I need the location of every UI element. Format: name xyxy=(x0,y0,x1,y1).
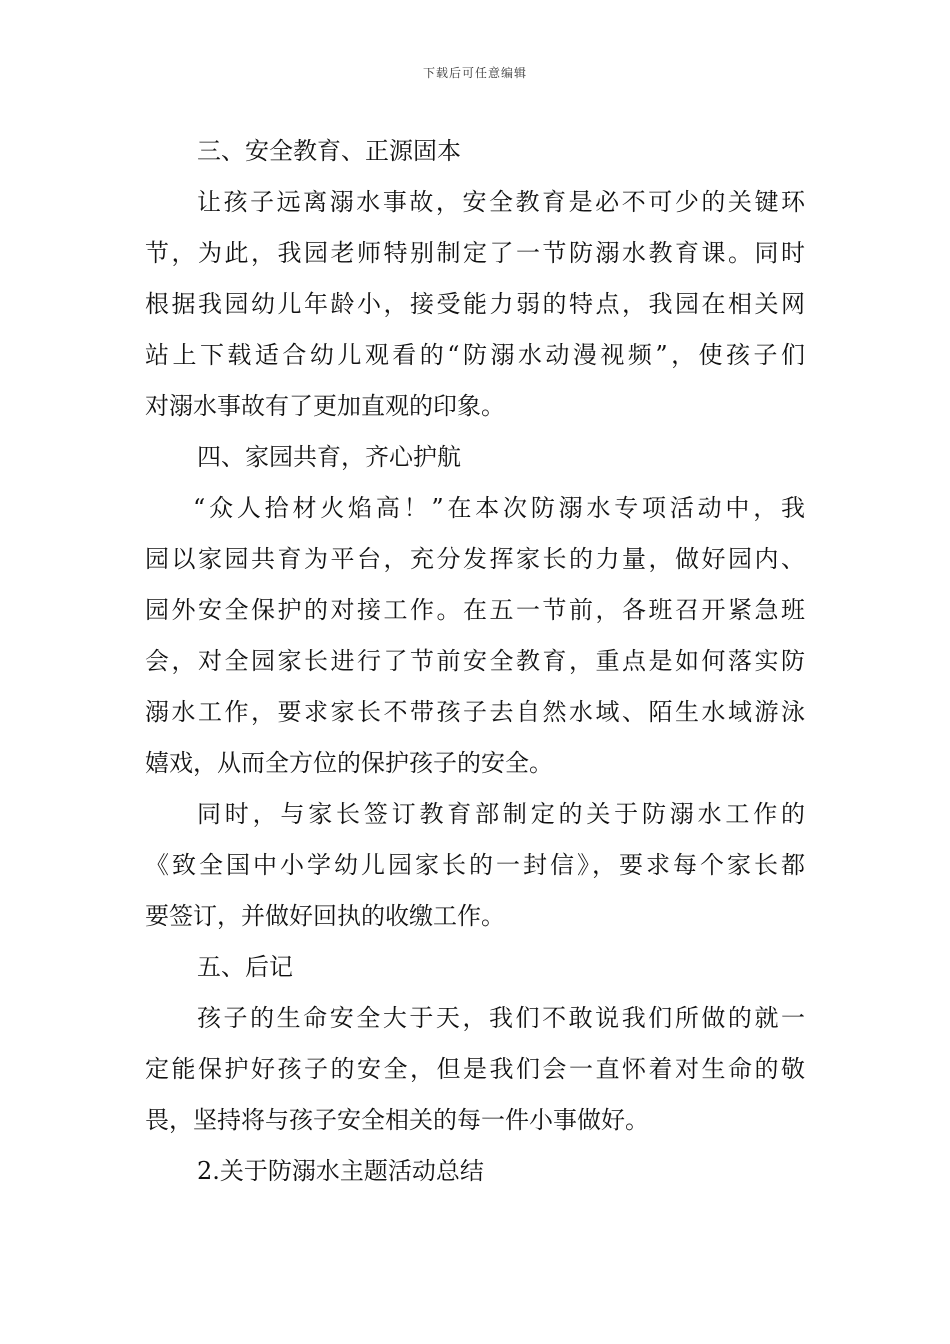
paragraph-line: 畏，坚持将与孩子安全相关的每一件小事做好。 xyxy=(145,1106,649,1134)
paragraph-line: 定能保护好孩子的安全，但是我们会一直怀着对生命的敬 xyxy=(145,1055,805,1083)
section-heading-5: 五、后记 xyxy=(197,953,293,981)
paragraph-line: 园以家园共育为平台，充分发挥家长的力量，做好园内、 xyxy=(145,545,805,573)
paragraph-line: 溺水工作，要求家长不带孩子去自然水域、陌生水域游泳 xyxy=(145,698,805,726)
header-note: 下载后可任意编辑 xyxy=(422,66,527,80)
paragraph-line: 孩子的生命安全大于天，我们不敢说我们所做的就一 xyxy=(197,1004,805,1032)
section-heading-4: 四、家园共育，齐心护航 xyxy=(197,443,461,471)
paragraph-line: 《致全国中小学幼儿园家长的一封信》，要求每个家长都 xyxy=(145,851,805,879)
paragraph-line: 嬉戏，从而全方位的保护孩子的安全。 xyxy=(145,749,553,777)
paragraph-line: 园外安全保护的对接工作。在五一节前，各班召开紧急班 xyxy=(145,596,805,624)
paragraph-line: 会，对全园家长进行了节前安全教育，重点是如何落实防 xyxy=(145,647,805,675)
paragraph-line: 对溺水事故有了更加直观的印象。 xyxy=(145,392,505,420)
paragraph-line: 节，为此，我园老师特别制定了一节防溺水教育课。同时 xyxy=(145,239,805,267)
paragraph-line: 让孩子远离溺水事故，安全教育是必不可少的关键环 xyxy=(197,188,805,216)
section-heading-3: 三、安全教育、正源固本 xyxy=(197,137,461,165)
paragraph-line: “众人拾材火焰高！”在本次防溺水专项活动中，我 xyxy=(193,494,805,522)
document-body xyxy=(145,126,805,1197)
paragraph-line: 站上下载适合幼儿观看的“防溺水动漫视频”，使孩子们 xyxy=(145,341,805,369)
paragraph-line: 要签订，并做好回执的收缴工作。 xyxy=(145,902,505,930)
paragraph-line: 同时，与家长签订教育部制定的关于防溺水工作的 xyxy=(197,800,805,828)
paragraph-line: 根据我园幼儿年龄小，接受能力弱的特点，我园在相关网 xyxy=(145,290,805,318)
subsection-title: 2.关于防溺水主题活动总结 xyxy=(197,1157,484,1185)
